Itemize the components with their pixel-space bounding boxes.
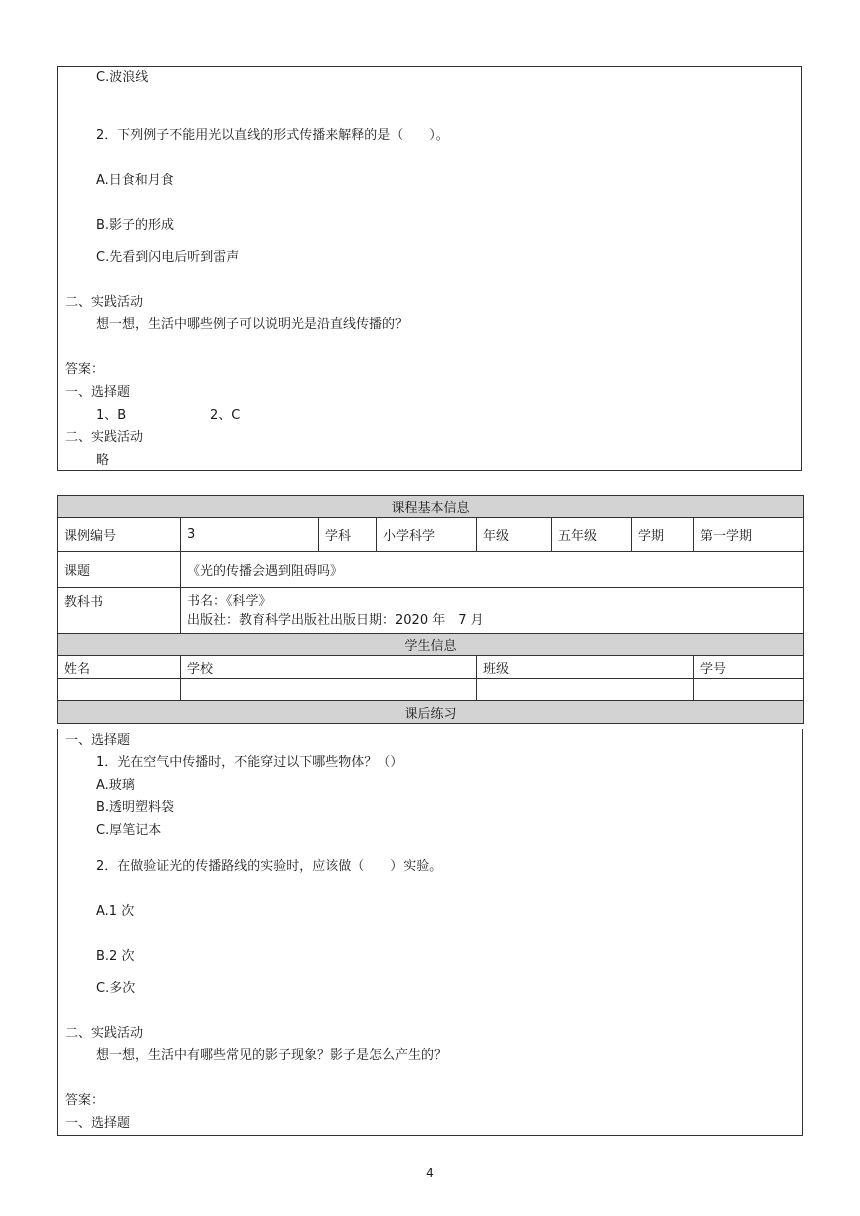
student-number-cell bbox=[694, 679, 804, 701]
lesson-id-label: 课例编号 bbox=[58, 518, 181, 552]
exercise-q2-text: 2．在做验证光的传播路线的实验时，应该做（ ）实验。 bbox=[96, 859, 443, 874]
exercise-q1-option-b: B.透明塑料袋 bbox=[96, 800, 175, 815]
topic-label: 课题 bbox=[58, 552, 181, 588]
exercise-header: 课后练习 bbox=[58, 701, 804, 724]
q2-option-a: A.日食和月食 bbox=[96, 173, 174, 188]
answer-choice-heading: 一、选择题 bbox=[65, 385, 131, 400]
choice-heading: 一、选择题 bbox=[65, 733, 131, 748]
student-number-label: 学号 bbox=[694, 656, 804, 679]
textbook-label: 教科书 bbox=[58, 588, 181, 634]
exercise-q1-text: 1．光在空气中传播时，不能穿过以下哪些物体？（） bbox=[96, 755, 404, 770]
q1-option-c: C.波浪线 bbox=[96, 70, 149, 85]
subject-label: 学科 bbox=[319, 518, 377, 552]
exercise-practice-text: 想一想，生活中有哪些常见的影子现象？影子是怎么产生的？ bbox=[96, 1048, 448, 1063]
practice-heading: 二、实践活动 bbox=[65, 295, 144, 310]
lesson-id-value: 3 bbox=[181, 518, 319, 552]
exercise-q1-option-a: A.玻璃 bbox=[96, 778, 135, 793]
exercise-answer-label: 答案： bbox=[65, 1093, 105, 1108]
exercise-practice-heading: 二、实践活动 bbox=[65, 1026, 144, 1041]
answer-2: 2、C bbox=[210, 408, 241, 423]
grade-value: 五年级 bbox=[552, 518, 632, 552]
exercise-q2-option-c: C.多次 bbox=[96, 981, 136, 996]
exercise-q2-option-a: A.1 次 bbox=[96, 904, 135, 919]
student-name-cell bbox=[58, 679, 181, 701]
answer-practice-heading: 二、实践活动 bbox=[65, 430, 144, 445]
q2-option-c: C.先看到闪电后听到雷声 bbox=[96, 250, 240, 265]
student-class-label: 班级 bbox=[477, 656, 694, 679]
answer-practice: 略 bbox=[96, 453, 110, 468]
textbook-publisher: 出版社：教育科学出版社出版日期：2020 年 7 月 bbox=[187, 612, 484, 628]
q2-option-b: B.影子的形成 bbox=[96, 218, 175, 233]
student-school-cell bbox=[181, 679, 477, 701]
q2-text: 2．下列例子不能用光以直线的形式传播来解释的是（ ）。 bbox=[96, 128, 449, 143]
textbook-value bbox=[181, 588, 804, 634]
term-value: 第一学期 bbox=[694, 518, 804, 552]
subject-value: 小学科学 bbox=[377, 518, 477, 552]
student-class-cell bbox=[477, 679, 694, 701]
grade-label: 年级 bbox=[477, 518, 552, 552]
course-info-table bbox=[57, 495, 804, 724]
exercise-q2-option-b: B.2 次 bbox=[96, 949, 135, 964]
page-number: 4 bbox=[426, 1166, 434, 1180]
term-label: 学期 bbox=[632, 518, 694, 552]
student-info-header: 学生信息 bbox=[58, 634, 804, 656]
answer-1: 1、B bbox=[96, 408, 127, 423]
student-name-label: 姓名 bbox=[58, 656, 181, 679]
course-info-header: 课程基本信息 bbox=[58, 496, 804, 518]
exercise-q1-option-c: C.厚笔记本 bbox=[96, 823, 162, 838]
student-school-label: 学校 bbox=[181, 656, 477, 679]
exercise-answer-choice-heading: 一、选择题 bbox=[65, 1116, 131, 1131]
practice-text: 想一想，生活中哪些例子可以说明光是沿直线传播的？ bbox=[96, 317, 409, 332]
topic-value: 《光的传播会遇到阻碍吗》 bbox=[181, 552, 804, 588]
exercise-box bbox=[57, 729, 803, 1136]
answer-label: 答案： bbox=[65, 362, 105, 377]
textbook-name: 书名：《科学》 bbox=[187, 593, 272, 609]
